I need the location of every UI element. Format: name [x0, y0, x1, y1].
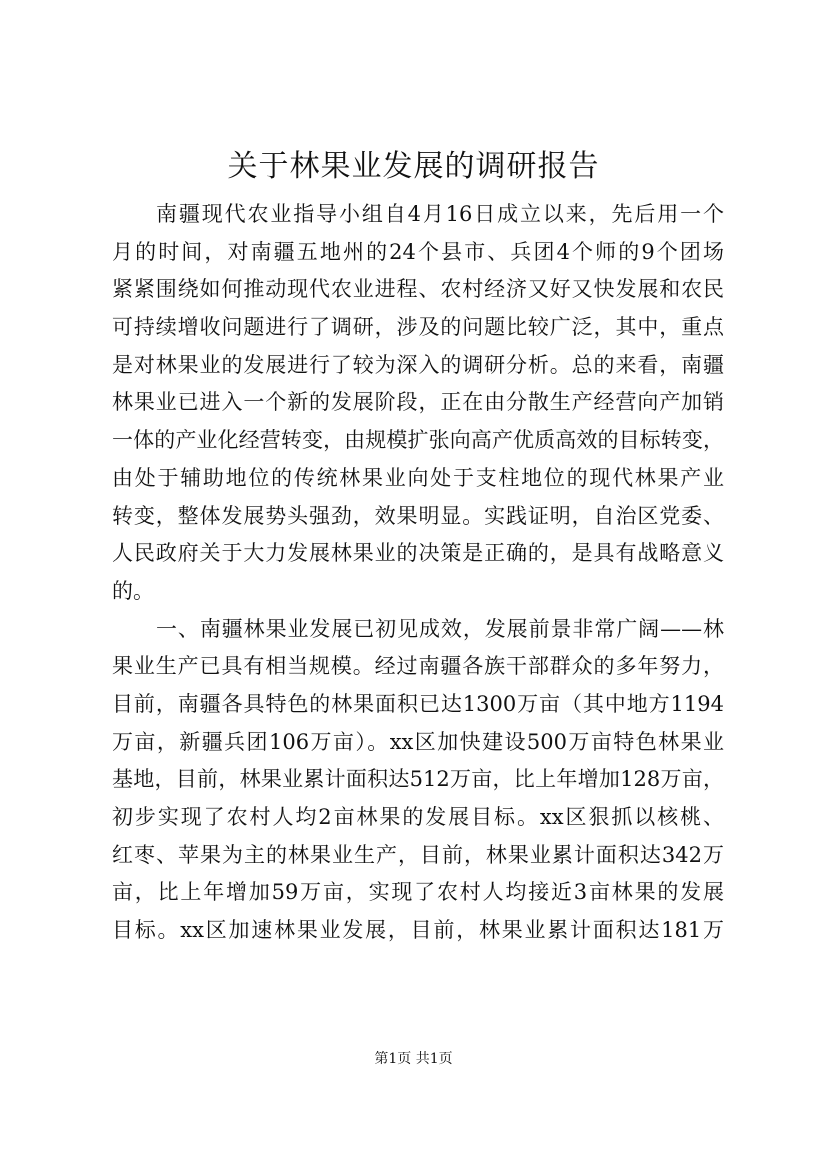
- body-line: 亩，比上年增加59万亩，实现了农村人均接近3亩林果的发展: [112, 880, 724, 905]
- body-line: 月的时间，对南疆五地州的24个县市、兵团4个师的9个团场: [112, 239, 724, 264]
- body-line: 人民政府关于大力发展林果业的决策是正确的，是具有战略意义: [112, 541, 724, 566]
- body-line: 目标。xx区加速林果业发展，目前，林果业累计面积达181万: [112, 918, 724, 943]
- document-title: 关于林果业发展的调研报告: [227, 149, 600, 184]
- body-line: 可持续增收问题进行了调研，涉及的问题比较广泛，其中，重点: [112, 315, 724, 340]
- body-line: 一、南疆林果业发展已初见成效，发展前景非常广阔——林: [156, 616, 724, 641]
- body-line: 是对林果业的发展进行了较为深入的调研分析。总的来看，南疆: [112, 352, 724, 377]
- body-line: 由处于辅助地位的传统林果业向处于支柱地位的现代林果产业: [112, 465, 724, 490]
- page-footer: 第1页 共1页: [374, 1051, 453, 1067]
- body-line: 的。: [112, 578, 154, 603]
- body-line: 林果业已进入一个新的发展阶段，正在由分散生产经营向产加销: [112, 390, 724, 415]
- document-body: [112, 196, 724, 950]
- body-line: 一体的产业化经营转变，由规模扩张向高产优质高效的目标转变，: [112, 428, 724, 453]
- body-line: 红枣、苹果为主的林果业生产，目前，林果业累计面积达342万: [112, 842, 724, 867]
- body-line: 万亩，新疆兵团106万亩）。xx区加快建设500万亩特色林果业: [112, 729, 724, 754]
- body-line: 目前，南疆各具特色的林果面积已达1300万亩（其中地方1194: [112, 691, 724, 716]
- body-line: 南疆现代农业指导小组自4月16日成立以来，先后用一个: [156, 202, 724, 226]
- body-line: 基地，目前，林果业累计面积达512万亩，比上年增加128万亩，: [112, 767, 724, 792]
- body-line: 转变，整体发展势头强劲，效果明显。实践证明，自治区党委、: [112, 503, 724, 528]
- body-line: 初步实现了农村人均2亩林果的发展目标。xx区狠抓以核桃、: [112, 805, 724, 829]
- body-line: 果业生产已具有相当规模。经过南疆各族干部群众的多年努力，: [112, 654, 724, 679]
- body-line: 紧紧围绕如何推动现代农业进程、农村经济又好又快发展和农民: [112, 277, 724, 302]
